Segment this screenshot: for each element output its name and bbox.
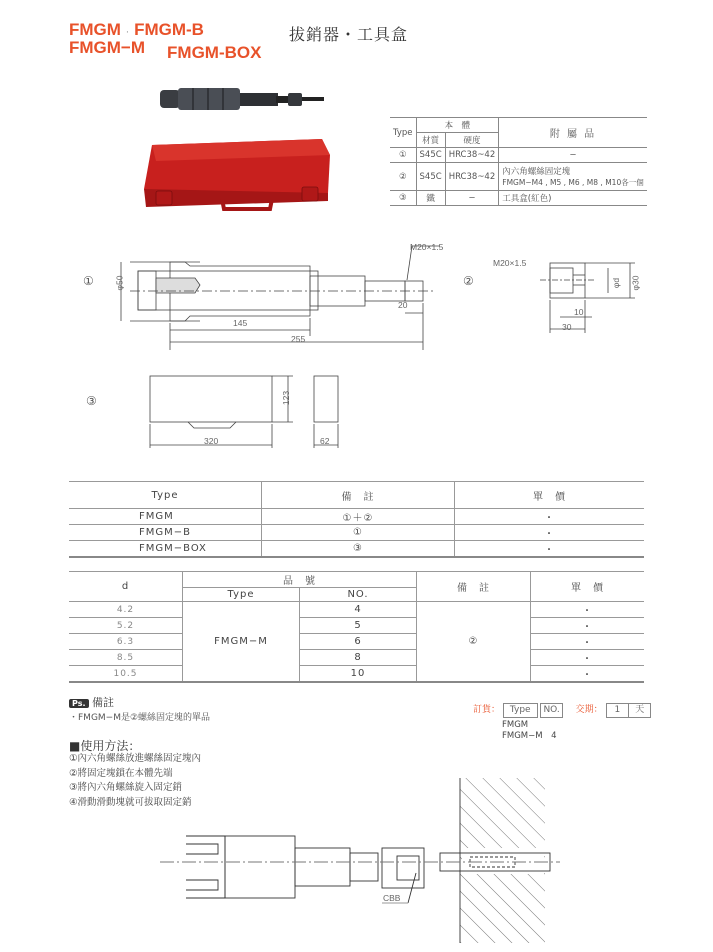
usage-step: ③將內六角螺絲旋入固定銷 — [69, 782, 183, 793]
remarks-line: ・FMGM−M是②螺絲固定塊的單品 — [69, 713, 211, 723]
dim-diameter-50: φ50 — [114, 275, 125, 291]
usage-step: ②將固定塊鎖在本體先端 — [69, 767, 173, 779]
spec-accessory: − — [499, 148, 647, 163]
table1-header-price: 單 價 — [455, 482, 645, 509]
spec-hardness: HRC38~42 — [445, 163, 499, 191]
note-cell: ①＋② — [262, 509, 455, 525]
spec-row — [390, 148, 647, 163]
price-cell: ・ — [531, 666, 645, 683]
spec-accessory-line1: 內六角螺絲固定塊 — [502, 167, 571, 177]
code-fmgm: FMGM — [69, 20, 121, 39]
d-cell: 6.3 — [69, 634, 183, 650]
d-cell: 8.5 — [69, 650, 183, 666]
product-codes — [69, 20, 262, 62]
note-cell: ① — [262, 525, 455, 541]
spec-accessory — [499, 163, 647, 191]
spec-header-accessory: 附 屬 品 — [499, 118, 647, 148]
dim-255: 255 — [291, 334, 306, 344]
usage-title: ■使用方法： — [69, 739, 141, 753]
d-cell: 4.2 — [69, 602, 183, 618]
code-fmgm-m: FMGM−M — [69, 38, 146, 57]
remarks-heading — [69, 694, 114, 710]
spec-material: 鐵 — [416, 191, 445, 206]
drawing-3-label: ③ — [86, 394, 97, 408]
spec-material: S45C — [416, 163, 445, 191]
spec-accessory-line2: FMGM−M4 , M5 , M6 , M8 , M10各一個 — [502, 178, 644, 187]
order-label: 訂貨： — [473, 705, 501, 715]
table-row — [69, 509, 644, 525]
dim-thread-m20-2: M20×1.5 — [493, 258, 527, 268]
no-cell: 10 — [300, 666, 417, 683]
spec-hardness: − — [445, 191, 499, 206]
dim-thread-m20: M20×1.5 — [410, 242, 444, 252]
fmgm-m-table — [69, 571, 644, 683]
order-no-box: NO. — [540, 703, 562, 718]
table2-header-no: NO. — [300, 588, 417, 602]
page-title: 拔銷器・工具盒 — [289, 25, 409, 44]
code-fmgm-box: FMGM-BOX — [167, 43, 262, 62]
note-cell: ③ — [262, 541, 455, 558]
table-row — [69, 541, 644, 558]
spec-type: ② — [390, 163, 416, 191]
order-example-line: FMGM−M 4 — [502, 731, 557, 741]
delivery-unit: 天 — [629, 703, 651, 718]
dim-320: 320 — [204, 436, 219, 446]
delivery-label: 交期： — [575, 705, 603, 715]
order-type-box: Type — [503, 703, 538, 718]
code-fmgm-b: FMGM-B — [134, 20, 204, 39]
price-cell: ・ — [455, 525, 645, 541]
order-example — [502, 720, 557, 742]
spec-header-material: 材質 — [416, 133, 445, 148]
spec-material: S45C — [416, 148, 445, 163]
table-row — [69, 650, 644, 666]
red-tool-box-photo — [142, 135, 332, 220]
spec-table — [390, 117, 647, 206]
spec-type: ③ — [390, 191, 416, 206]
spec-hardness: HRC38~42 — [445, 148, 499, 163]
dim-123: 123 — [281, 390, 292, 406]
table2-header-part: 品 號 — [183, 572, 417, 588]
usage-step: ④滑動滑動塊就可拔取固定銷 — [69, 796, 192, 808]
spec-row — [390, 191, 647, 206]
price-cell: ・ — [531, 634, 645, 650]
spec-accessory: 工具盒(紅色) — [499, 191, 647, 206]
type-cell: FMGM — [69, 509, 262, 525]
table1-header-note: 備 註 — [262, 482, 455, 509]
spec-row — [390, 163, 647, 191]
drawing-1-puller — [100, 238, 440, 353]
no-cell: 4 — [300, 602, 417, 618]
price-cell: ・ — [455, 509, 645, 525]
table2-header-price: 單 價 — [531, 572, 645, 602]
spec-type: ① — [390, 148, 416, 163]
table-row — [69, 666, 644, 683]
table2-header-d: d — [69, 572, 183, 602]
drawing-1-label: ① — [83, 274, 94, 288]
spec-header-type: Type — [390, 118, 416, 148]
assembly-drawing — [160, 778, 560, 948]
no-cell: 6 — [300, 634, 417, 650]
drawing-3-tool-box — [148, 370, 348, 450]
spec-header-body: 本 體 — [416, 118, 499, 133]
order-example-line: FMGM — [502, 720, 529, 730]
type-cell: FMGM−B — [69, 525, 262, 541]
price-cell: ・ — [455, 541, 645, 558]
dim-phi-d: φd — [611, 277, 622, 289]
cbb-callout: CBB — [383, 893, 401, 903]
type-cell: FMGM−BOX — [69, 541, 262, 558]
separator: · — [125, 26, 130, 38]
dim-30: 30 — [562, 322, 572, 332]
puller-tool-photo — [158, 84, 328, 114]
price-cell: ・ — [531, 650, 645, 666]
dim-145: 145 — [233, 318, 248, 328]
table2-header-note: 備 註 — [417, 572, 531, 602]
remarks-title: 備註 — [92, 696, 115, 709]
table-row — [69, 634, 644, 650]
usage-step: ①內六角螺絲放進螺絲固定塊內 — [69, 753, 202, 764]
type-cell: FMGM−M — [183, 602, 300, 683]
type-table — [69, 481, 644, 558]
table1-header-type: Type — [69, 482, 262, 509]
dim-20: 20 — [398, 300, 408, 310]
no-cell: 8 — [300, 650, 417, 666]
d-cell: 10.5 — [69, 666, 183, 683]
table2-header-type: Type — [183, 588, 300, 602]
no-cell: 5 — [300, 618, 417, 634]
spec-header-hardness: 硬度 — [445, 133, 499, 148]
order-info — [473, 702, 651, 718]
ps-badge: Ps. — [69, 699, 89, 708]
d-cell: 5.2 — [69, 618, 183, 634]
dim-10: 10 — [574, 307, 584, 317]
delivery-days: 1 — [606, 703, 630, 718]
dim-62: 62 — [320, 436, 330, 446]
table-row — [69, 618, 644, 634]
note-cell: ② — [417, 602, 531, 683]
drawing-2-label: ② — [463, 274, 474, 288]
price-cell: ・ — [531, 618, 645, 634]
price-cell: ・ — [531, 602, 645, 618]
dim-diameter-30: φ30 — [630, 275, 641, 291]
table-row — [69, 602, 644, 618]
table-row — [69, 525, 644, 541]
drawing-2-fixing-block — [540, 255, 640, 335]
